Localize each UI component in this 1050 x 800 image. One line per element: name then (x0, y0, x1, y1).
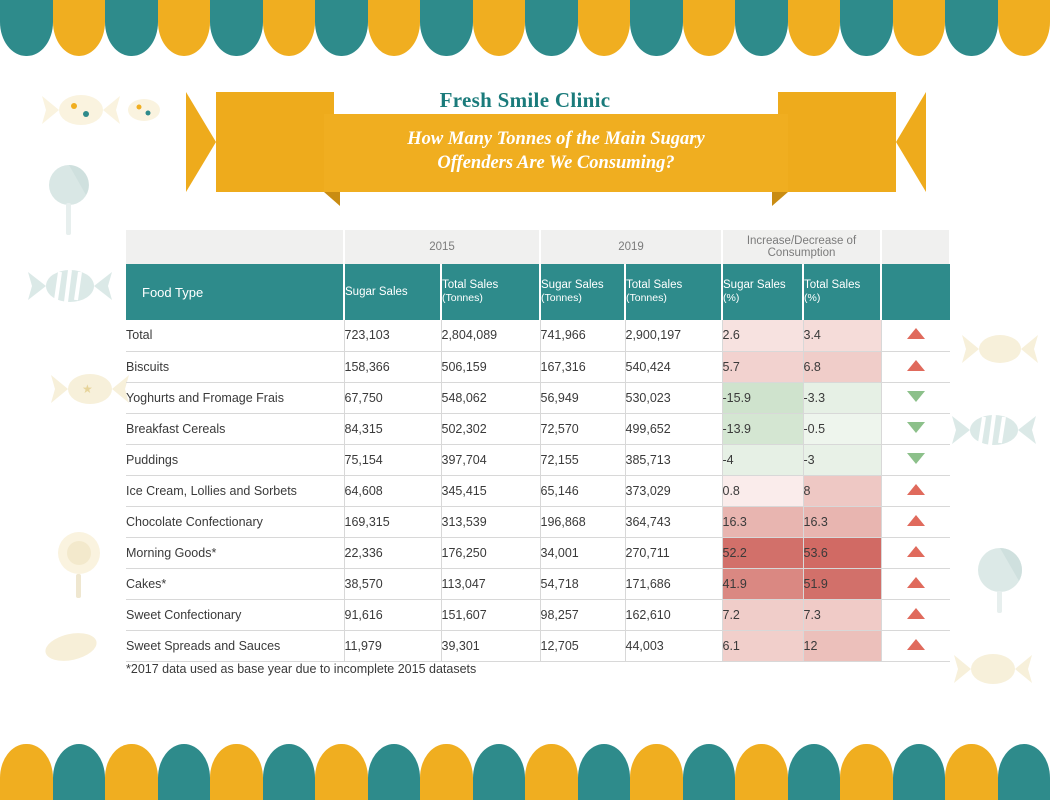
table-row (126, 599, 950, 630)
cell-sugar-change-pct: -15.9 (722, 382, 803, 413)
arrow-up-icon (907, 328, 925, 339)
table-row (126, 320, 950, 351)
cell-total-sales-2015: 2,804,089 (441, 320, 540, 351)
cell-total-sales-2015: 176,250 (441, 537, 540, 568)
bottom-scallop-border (0, 744, 1050, 800)
ribbon-fold-left (324, 192, 340, 206)
cell-food-type: Sweet Spreads and Sauces (126, 630, 344, 661)
cell-sugar-sales-2015: 38,570 (344, 568, 441, 599)
column-header-sugar-sales-5: Sugar Sales (%) (722, 264, 803, 320)
column-header-sugar-sales-3: Sugar Sales (Tonnes) (540, 264, 625, 320)
cell-sugar-sales-2015: 75,154 (344, 444, 441, 475)
arrow-up-icon (907, 515, 925, 526)
title-line-1: How Many Tonnes of the Main Sugary (407, 129, 705, 149)
table-head (126, 230, 950, 320)
arrow-down-icon (907, 453, 925, 464)
cell-sugar-sales-2015: 158,366 (344, 351, 441, 382)
cell-sugar-sales-2015: 22,336 (344, 537, 441, 568)
scallop-shape (630, 0, 683, 56)
cell-trend (881, 444, 950, 475)
column-header-sugar-sales-1: Sugar Sales (344, 264, 441, 320)
cell-trend (881, 320, 950, 351)
cell-trend (881, 537, 950, 568)
cell-food-type: Breakfast Cereals (126, 413, 344, 444)
cell-sugar-sales-2015: 64,608 (344, 475, 441, 506)
cell-total-sales-2015: 345,415 (441, 475, 540, 506)
cell-food-type: Yoghurts and Fromage Frais (126, 382, 344, 413)
cell-total-change-pct: 7.3 (803, 599, 881, 630)
scallop-shape (473, 0, 526, 56)
cell-total-change-pct: -0.5 (803, 413, 881, 444)
cell-sugar-sales-2019: 98,257 (540, 599, 625, 630)
cell-total-sales-2019: 499,652 (625, 413, 722, 444)
title-ribbon (186, 92, 926, 192)
cell-trend (881, 475, 950, 506)
cell-sugar-sales-2015: 11,979 (344, 630, 441, 661)
page-title (324, 114, 788, 175)
group-header-2019: 2019 (540, 230, 722, 264)
cell-sugar-change-pct: 5.7 (722, 351, 803, 382)
cell-total-sales-2019: 270,711 (625, 537, 722, 568)
ribbon-notch-left (186, 92, 216, 192)
cell-food-type: Ice Cream, Lollies and Sorbets (126, 475, 344, 506)
scallop-shape (893, 744, 946, 800)
cell-sugar-change-pct: 52.2 (722, 537, 803, 568)
swirl-candy-icon (962, 540, 1038, 616)
jellybean-icon (36, 625, 106, 669)
cell-total-change-pct: 53.6 (803, 537, 881, 568)
cell-total-sales-2019: 44,003 (625, 630, 722, 661)
scallop-shape (525, 0, 578, 56)
cell-sugar-sales-2015: 84,315 (344, 413, 441, 444)
scallop-shape (210, 0, 263, 56)
scallop-shape (263, 0, 316, 56)
scallop-shape (420, 744, 473, 800)
group-header-blank (881, 230, 950, 264)
cell-trend (881, 413, 950, 444)
table-footnote: *2017 data used as base year due to incomplete 2015 datasets (126, 662, 477, 676)
scallop-shape (315, 0, 368, 56)
arrow-up-icon (907, 484, 925, 495)
candy-wrapper-lower-icon (948, 640, 1038, 698)
cell-total-change-pct: -3 (803, 444, 881, 475)
cell-sugar-sales-2015: 67,750 (344, 382, 441, 413)
cell-trend (881, 630, 950, 661)
scallop-shape (735, 744, 788, 800)
scallop-shape (368, 744, 421, 800)
cell-sugar-sales-2015: 723,103 (344, 320, 441, 351)
table-row (126, 413, 950, 444)
scallop-shape (315, 744, 368, 800)
scallop-shape (683, 744, 736, 800)
cell-total-sales-2015: 39,301 (441, 630, 540, 661)
cell-food-type: Biscuits (126, 351, 344, 382)
cell-total-change-pct: 8 (803, 475, 881, 506)
arrow-up-icon (907, 639, 925, 650)
table-row (126, 382, 950, 413)
cell-sugar-change-pct: 16.3 (722, 506, 803, 537)
scallop-shape (53, 0, 106, 56)
scallop-shape (630, 744, 683, 800)
cell-total-sales-2019: 530,023 (625, 382, 722, 413)
table-row (126, 475, 950, 506)
cell-sugar-change-pct: -4 (722, 444, 803, 475)
scallop-shape (578, 0, 631, 56)
cell-sugar-sales-2015: 91,616 (344, 599, 441, 630)
cell-sugar-change-pct: 41.9 (722, 568, 803, 599)
consumption-table (126, 230, 951, 662)
candy-striped-right-icon (946, 400, 1042, 460)
group-header-blank (126, 230, 344, 264)
arrow-up-icon (907, 546, 925, 557)
cell-sugar-sales-2015: 169,315 (344, 506, 441, 537)
cell-food-type: Chocolate Confectionary (126, 506, 344, 537)
ribbon-tail-right (778, 92, 926, 192)
title-line-2: Offenders Are We Consuming? (437, 153, 675, 173)
cell-trend (881, 382, 950, 413)
cell-sugar-change-pct: 0.8 (722, 475, 803, 506)
scallop-shape (945, 0, 998, 56)
cell-total-sales-2015: 313,539 (441, 506, 540, 537)
svg-text:★: ★ (82, 382, 93, 396)
cell-sugar-sales-2019: 196,868 (540, 506, 625, 537)
scallop-shape (683, 0, 736, 56)
cell-total-sales-2019: 373,029 (625, 475, 722, 506)
table-body (126, 320, 950, 661)
cell-sugar-sales-2019: 12,705 (540, 630, 625, 661)
column-header-total-sales-4: Total Sales (Tonnes) (625, 264, 722, 320)
candy-stick-icon (34, 155, 104, 241)
cell-total-sales-2015: 502,302 (441, 413, 540, 444)
ribbon-band (324, 114, 788, 192)
ribbon-tail-left (186, 92, 334, 192)
scallop-shape (578, 744, 631, 800)
consumption-table-wrap (126, 230, 950, 662)
scallop-shape (998, 0, 1050, 56)
scallop-shape (735, 0, 788, 56)
scallop-shape (840, 0, 893, 56)
cell-trend (881, 351, 950, 382)
cell-sugar-change-pct: -13.9 (722, 413, 803, 444)
scallop-shape (105, 0, 158, 56)
column-header-trend (881, 264, 950, 320)
cell-total-change-pct: -3.3 (803, 382, 881, 413)
cell-food-type: Puddings (126, 444, 344, 475)
candy-wrapper-right-icon (958, 320, 1042, 378)
cell-trend (881, 568, 950, 599)
scallop-shape (0, 744, 53, 800)
group-header-2015: 2015 (344, 230, 540, 264)
cell-total-sales-2015: 397,704 (441, 444, 540, 475)
ribbon-notch-right (896, 92, 926, 192)
arrow-up-icon (907, 577, 925, 588)
arrow-up-icon (907, 608, 925, 619)
scallop-shape (893, 0, 946, 56)
table-row (126, 630, 950, 661)
arrow-up-icon (907, 360, 925, 371)
scallop-shape (263, 744, 316, 800)
top-scallop-border (0, 0, 1050, 56)
scallop-shape (945, 744, 998, 800)
scallop-shape (158, 744, 211, 800)
candy-striped-icon (22, 255, 118, 317)
scallop-shape (473, 744, 526, 800)
cell-food-type: Sweet Confectionary (126, 599, 344, 630)
cell-total-sales-2019: 2,900,197 (625, 320, 722, 351)
group-header-row (126, 230, 950, 264)
cell-total-sales-2019: 364,743 (625, 506, 722, 537)
scallop-shape (420, 0, 473, 56)
cell-sugar-change-pct: 2.6 (722, 320, 803, 351)
cell-trend (881, 599, 950, 630)
cell-total-change-pct: 51.9 (803, 568, 881, 599)
cell-total-sales-2015: 506,159 (441, 351, 540, 382)
cell-food-type: Total (126, 320, 344, 351)
cell-total-sales-2019: 171,686 (625, 568, 722, 599)
cell-total-sales-2019: 162,610 (625, 599, 722, 630)
column-header-food-type-0: Food Type (126, 264, 344, 320)
cell-sugar-sales-2019: 741,966 (540, 320, 625, 351)
scallop-shape (788, 744, 841, 800)
cell-total-sales-2019: 540,424 (625, 351, 722, 382)
column-header-total-sales-2: Total Sales (Tonnes) (441, 264, 540, 320)
scallop-shape (0, 0, 53, 56)
table-row (126, 506, 950, 537)
cell-sugar-change-pct: 6.1 (722, 630, 803, 661)
column-header-total-sales-6: Total Sales (%) (803, 264, 881, 320)
scallop-shape (840, 744, 893, 800)
cell-total-sales-2019: 385,713 (625, 444, 722, 475)
table-row (126, 351, 950, 382)
cell-sugar-sales-2019: 72,155 (540, 444, 625, 475)
candy-star-icon (46, 360, 134, 418)
table-row (126, 444, 950, 475)
cell-sugar-sales-2019: 34,001 (540, 537, 625, 568)
cell-total-change-pct: 16.3 (803, 506, 881, 537)
scallop-shape (158, 0, 211, 56)
cell-sugar-sales-2019: 72,570 (540, 413, 625, 444)
lollipop-icon (40, 525, 118, 601)
arrow-down-icon (907, 391, 925, 402)
scallop-shape (105, 744, 158, 800)
cell-sugar-sales-2019: 167,316 (540, 351, 625, 382)
cell-trend (881, 506, 950, 537)
table-row (126, 537, 950, 568)
table-row (126, 568, 950, 599)
cell-sugar-sales-2019: 56,949 (540, 382, 625, 413)
cell-total-sales-2015: 548,062 (441, 382, 540, 413)
cell-sugar-sales-2019: 65,146 (540, 475, 625, 506)
scallop-shape (788, 0, 841, 56)
scallop-shape (53, 744, 106, 800)
cell-sugar-change-pct: 7.2 (722, 599, 803, 630)
clinic-name: Fresh Smile Clinic (439, 88, 611, 112)
cell-total-change-pct: 3.4 (803, 320, 881, 351)
cell-sugar-sales-2019: 54,718 (540, 568, 625, 599)
cell-total-sales-2015: 151,607 (441, 599, 540, 630)
scallop-shape (998, 744, 1050, 800)
cell-food-type: Cakes* (126, 568, 344, 599)
cell-total-change-pct: 12 (803, 630, 881, 661)
scallop-shape (368, 0, 421, 56)
column-header-row (126, 264, 950, 320)
group-header-increase-decrease-of-consumption: Increase/Decrease of Consumption (722, 230, 881, 264)
cell-food-type: Morning Goods* (126, 537, 344, 568)
arrow-down-icon (907, 422, 925, 433)
scallop-shape (210, 744, 263, 800)
cell-total-change-pct: 6.8 (803, 351, 881, 382)
cell-total-sales-2015: 113,047 (441, 568, 540, 599)
scallop-shape (525, 744, 578, 800)
ribbon-fold-right (772, 192, 788, 206)
